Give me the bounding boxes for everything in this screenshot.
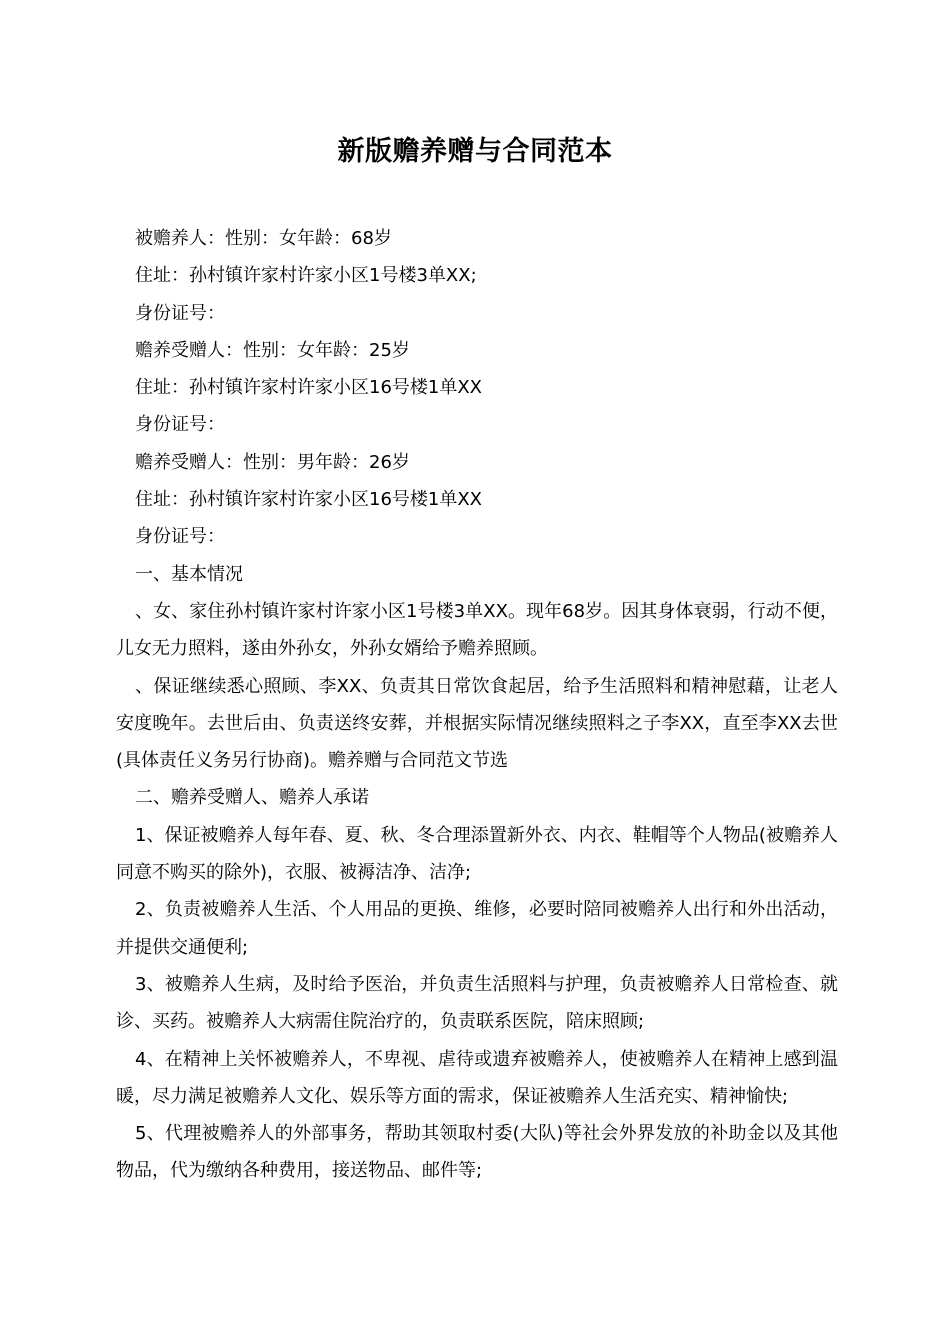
document-body bbox=[116, 220, 838, 1190]
paragraph: 赡养受赠人：性别：女年龄：25岁 bbox=[135, 339, 410, 361]
list-item: 2、负责被赡养人生活、个人用品的更换、维修，必要时陪同被赡养人出行和外出活动，并提供交通便利; bbox=[116, 899, 838, 958]
document-title: 新版赡养赠与合同范本 bbox=[337, 136, 613, 167]
paragraph: 住址：孙村镇许家村许家小区16号楼1单XX bbox=[135, 377, 483, 399]
paragraph: 身份证号： bbox=[135, 526, 225, 548]
paragraph: 住址：孙村镇许家村许家小区16号楼1单XX bbox=[135, 489, 483, 511]
paragraph: 、保证继续悉心照顾、李XX、负责其日常饮食起居，给予生活照料和精神慰藉，让老人安度晚年。去世后由、负责送终安葬，并根据实际情况继续照料之子李XX，直至李XX去世(具体责任义务另行协商)。赡养赠与合同范文节选 bbox=[116, 675, 838, 772]
list-item: 4、在精神上关怀被赡养人，不卑视、虐待或遗弃被赡养人，使被赡养人在精神上感到温暖，尽力满足被赡养人文化、娱乐等方面的需求，保证被赡养人生活充实、精神愉快; bbox=[116, 1048, 838, 1107]
section-heading: 一、基本情况 bbox=[135, 563, 243, 585]
paragraph: 、女、家住孙村镇许家村许家小区1号楼3单XX。现年68岁。因其身体衰弱，行动不便，儿女无力照料，遂由外孙女，外孙女婿给予赡养照顾。 bbox=[116, 600, 838, 660]
list-item: 5、代理被赡养人的外部事务，帮助其领取村委(大队)等社会外界发放的补助金以及其他物品，代为缴纳各种费用，接送物品、邮件等; bbox=[116, 1123, 838, 1182]
paragraph: 被赡养人：性别：女年龄：68岁 bbox=[135, 228, 392, 249]
list-item: 1、保证被赡养人每年春、夏、秋、冬合理添置新外衣、内衣、鞋帽等个人物品(被赡养人同意不购买的除外)，衣服、被褥洁净、洁净; bbox=[116, 824, 838, 884]
paragraph: 身份证号： bbox=[135, 414, 225, 436]
list-item: 3、被赡养人生病，及时给予医治，并负责生活照料与护理，负责被赡养人日常检查、就诊、买药。被赡养人大病需住院治疗的，负责联系医院，陪床照顾; bbox=[116, 973, 838, 1033]
section-heading: 二、赡养受赠人、赡养人承诺 bbox=[135, 787, 369, 809]
paragraph: 身份证号： bbox=[135, 302, 225, 324]
paragraph: 住址：孙村镇许家村许家小区1号楼3单XX; bbox=[135, 265, 477, 287]
paragraph: 赡养受赠人：性别：男年龄：26岁 bbox=[135, 451, 410, 473]
